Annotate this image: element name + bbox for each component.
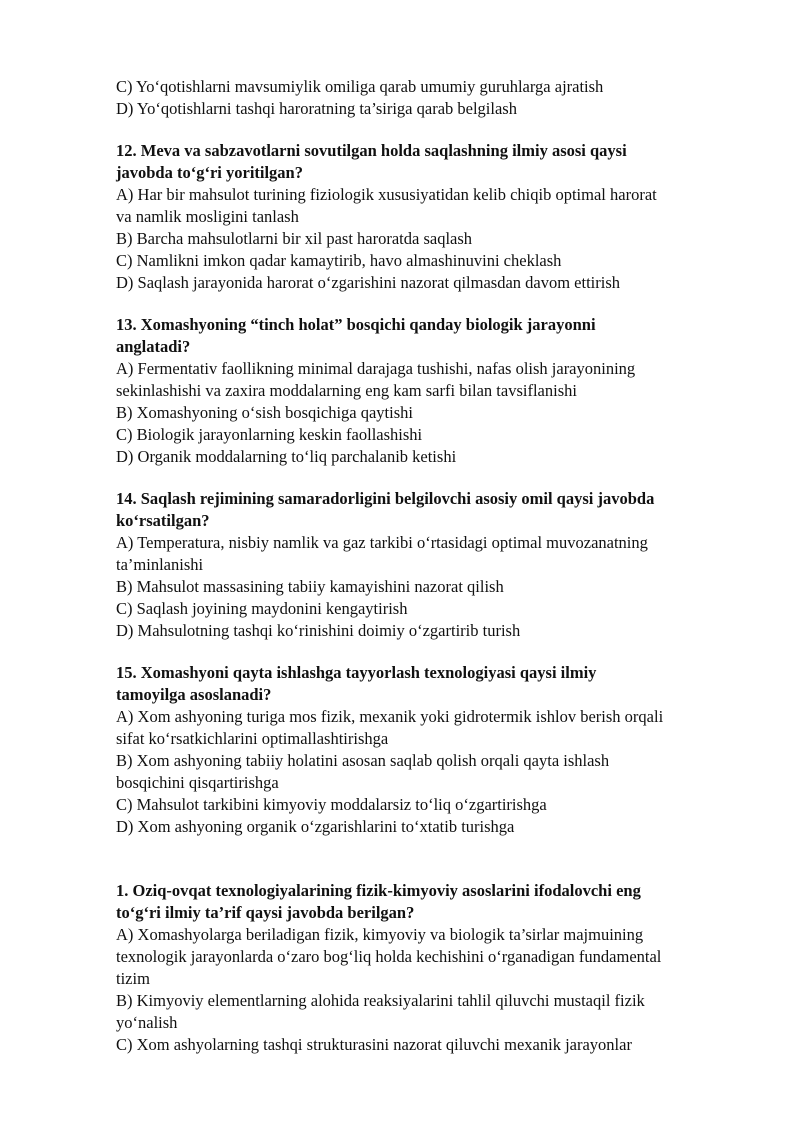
question-1	[116, 880, 756, 1056]
title-line: ko‘rsatilgan?	[116, 511, 210, 530]
question-title	[116, 880, 756, 924]
option-b: B) Barcha mahsulotlarni bir xil past haroratda saqlash	[116, 229, 473, 248]
option-a: A) Fermentativ faollikning minimal darajaga tushishi, nafas olish jarayonining	[116, 359, 636, 378]
option-a-cont: ta’minlanishi	[116, 555, 204, 574]
question-14	[116, 488, 756, 642]
option-c: C) Xom ashyolarning tashqi strukturasini nazorat qiluvchi mexanik jarayonlar	[116, 1035, 632, 1054]
option-b: B) Kimyoviy elementlarning alohida reaksiyalarini tahlil qiluvchi mustaqil fizik	[116, 991, 645, 1010]
question-15	[116, 662, 756, 838]
option-a: A) Temperatura, nisbiy namlik va gaz tarkibi o‘rtasidagi optimal muvozanatning	[116, 533, 648, 552]
option-a-cont: va namlik mosligini tanlash	[116, 207, 299, 226]
option-a: A) Har bir mahsulot turining fiziologik xususiyatidan kelib chiqib optimal harorat	[116, 185, 657, 204]
question-title	[116, 140, 756, 184]
option-a: A) Xom ashyoning turiga mos fizik, mexanik yoki gidrotermik ishlov berish orqali	[116, 707, 664, 726]
option-a-cont: tizim	[116, 969, 150, 988]
option-a-cont: sekinlashishi va zaxira moddalarning eng kam sarfi bilan tavsiflanishi	[116, 381, 577, 400]
title-line: 15. Xomashyoni qayta ishlashga tayyorlash texnologiyasi qaysi ilmiy	[116, 663, 597, 682]
option-c: C) Mahsulot tarkibini kimyoviy moddalarsiz to‘liq o‘zgartirishga	[116, 795, 547, 814]
option-line: D) Yo‘qotishlarni tashqi haroratning ta’siriga qarab belgilash	[116, 99, 517, 118]
title-line: to‘g‘ri ilmiy ta’rif qaysi javobda berilgan?	[116, 903, 415, 922]
lead-options	[116, 76, 756, 120]
option-d: D) Xom ashyoning organik o‘zgarishlarini to‘xtatib turishga	[116, 817, 515, 836]
document-page	[116, 76, 756, 1056]
question-13	[116, 314, 756, 468]
option-a-cont: sifat ko‘rsatkichlarini optimallashtirishga	[116, 729, 389, 748]
option-line: C) Yo‘qotishlarni mavsumiylik omiliga qarab umumiy guruhlarga ajratish	[116, 77, 604, 96]
title-line: javobda to‘g‘ri yoritilgan?	[116, 163, 303, 182]
title-line: 1. Oziq-ovqat texnologiyalarining fizik-kimyoviy asoslarini ifodalovchi eng	[116, 881, 641, 900]
question-12	[116, 140, 756, 294]
question-title	[116, 314, 756, 358]
option-b-cont: bosqichini qisqartirishga	[116, 773, 279, 792]
option-b: B) Xom ashyoning tabiiy holatini asosan saqlab qolish orqali qayta ishlash	[116, 751, 610, 770]
option-b: B) Mahsulot massasining tabiiy kamayishini nazorat qilish	[116, 577, 504, 596]
option-a-cont: texnologik jarayonlarda o‘zaro bog‘liq holda kechishini o‘rganadigan fundamental	[116, 947, 662, 966]
title-line: tamoyilga asoslanadi?	[116, 685, 272, 704]
option-d: D) Saqlash jarayonida harorat o‘zgarishini nazorat qilmasdan davom ettirish	[116, 273, 621, 292]
option-c: C) Saqlash joyining maydonini kengaytirish	[116, 599, 408, 618]
title-line: anglatadi?	[116, 337, 191, 356]
title-line: 13. Xomashyoning “tinch holat” bosqichi qanday biologik jarayonni	[116, 315, 596, 334]
question-title	[116, 488, 756, 532]
option-b: B) Xomashyoning o‘sish bosqichiga qaytishi	[116, 403, 413, 422]
option-a: A) Xomashyolarga beriladigan fizik, kimyoviy va biologik ta’sirlar majmuining	[116, 925, 644, 944]
option-c: C) Namlikni imkon qadar kamaytirib, havo almashinuvini cheklash	[116, 251, 562, 270]
option-d: D) Mahsulotning tashqi ko‘rinishini doimiy o‘zgartirib turish	[116, 621, 521, 640]
title-line: 14. Saqlash rejimining samaradorligini belgilovchi asosiy omil qaysi javobda	[116, 489, 655, 508]
option-b-cont: yo‘nalish	[116, 1013, 178, 1032]
option-c: C) Biologik jarayonlarning keskin faollashishi	[116, 425, 423, 444]
option-d: D) Organik moddalarning to‘liq parchalanib ketishi	[116, 447, 457, 466]
question-title	[116, 662, 756, 706]
title-line: 12. Meva va sabzavotlarni sovutilgan holda saqlashning ilmiy asosi qaysi	[116, 141, 627, 160]
